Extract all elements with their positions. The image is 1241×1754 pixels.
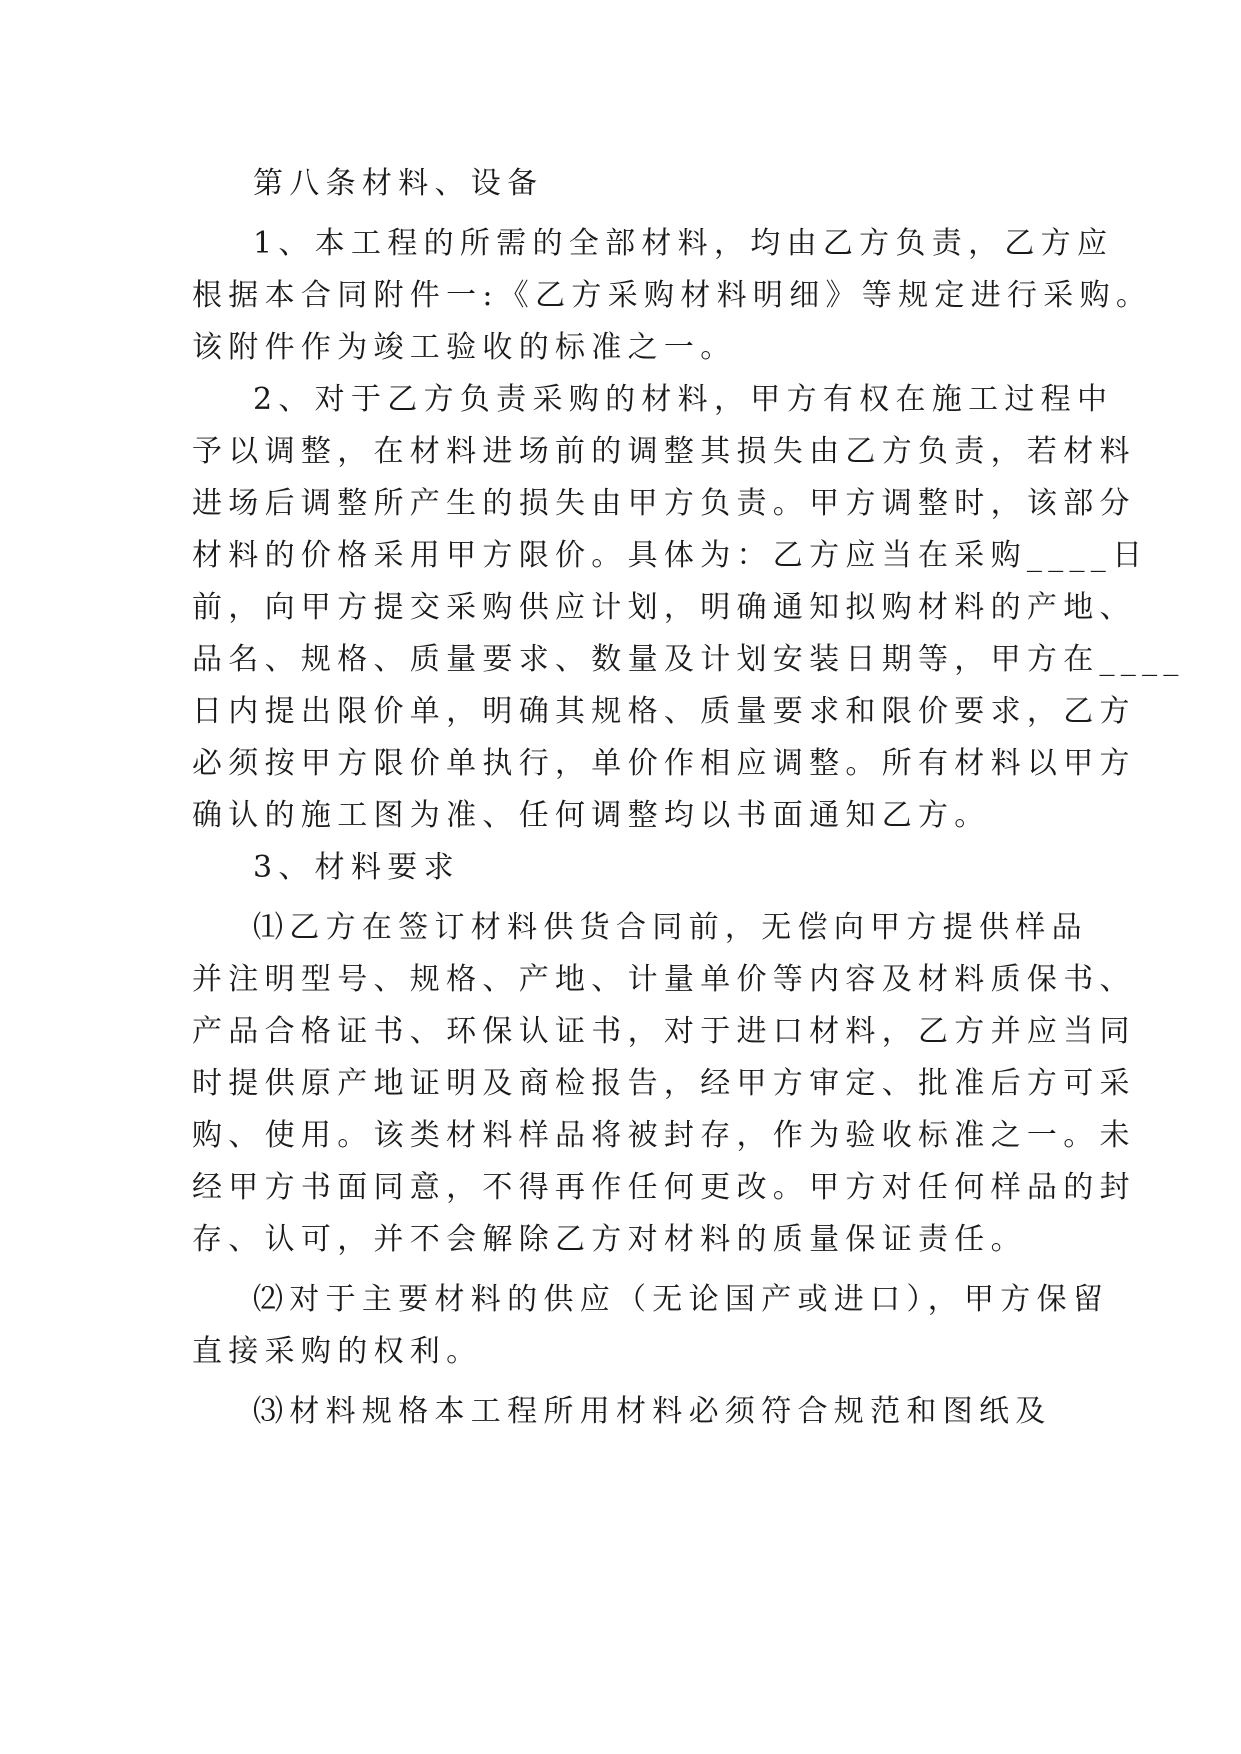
paragraph-line: ⑴乙方在签订材料供货合同前，无偿向甲方提供样品 — [253, 910, 1088, 945]
paragraph-line: 材料的价格采用甲方限价。具体为：乙方应当在采购____日 — [192, 538, 1149, 573]
paragraph-line: 经甲方书面同意，不得再作任何更改。甲方对任何样品的封 — [192, 1170, 1136, 1205]
paragraph-line: 前，向甲方提交采购供应计划，明确通知拟购材料的产地、 — [192, 590, 1136, 625]
paragraph-line: ⑶材料规格本工程所用材料必须符合规范和图纸及 — [253, 1394, 1052, 1429]
paragraph-line: 存、认可，并不会解除乙方对材料的质量保证责任。 — [192, 1222, 1027, 1257]
paragraph-line: 进场后调整所产生的损失由甲方负责。甲方调整时，该部分 — [192, 486, 1136, 521]
paragraph-line: 该附件作为竣工验收的标准之一。 — [192, 330, 737, 365]
paragraph-line: 必须按甲方限价单执行，单价作相应调整。所有材料以甲方 — [192, 746, 1136, 781]
paragraph-line: ⑵对于主要材料的供应（无论国产或进口），甲方保留 — [253, 1282, 1110, 1317]
paragraph-line: 时提供原产地证明及商检报告，经甲方审定、批准后方可采 — [192, 1066, 1136, 1101]
paragraph-line: 品名、规格、质量要求、数量及计划安装日期等，甲方在____ — [192, 642, 1185, 677]
paragraph-line: 根据本合同附件一:《乙方采购材料明细》等规定进行采购。 — [192, 278, 1153, 313]
paragraph-line: 1、本工程的所需的全部材料，均由乙方负责，乙方应 — [253, 226, 1114, 261]
paragraph-line: 产品合格证书、环保认证书，对于进口材料，乙方并应当同 — [192, 1014, 1136, 1049]
section-heading: 第八条材料、设备 — [253, 166, 544, 201]
paragraph-line: 予以调整，在材料进场前的调整其损失由乙方负责，若材料 — [192, 434, 1136, 469]
paragraph-line: 2、对于乙方负责采购的材料，甲方有权在施工过程中 — [253, 382, 1114, 417]
paragraph-line: 直接采购的权利。 — [192, 1334, 483, 1369]
subsection-heading: 3、材料要求 — [253, 850, 460, 885]
paragraph-line: 确认的施工图为准、任何调整均以书面通知乙方。 — [192, 798, 991, 833]
paragraph-line: 并注明型号、规格、产地、计量单价等内容及材料质保书、 — [192, 962, 1136, 997]
paragraph-line: 日内提出限价单，明确其规格、质量要求和限价要求，乙方 — [192, 694, 1136, 729]
paragraph-line: 购、使用。该类材料样品将被封存，作为验收标准之一。未 — [192, 1118, 1136, 1153]
